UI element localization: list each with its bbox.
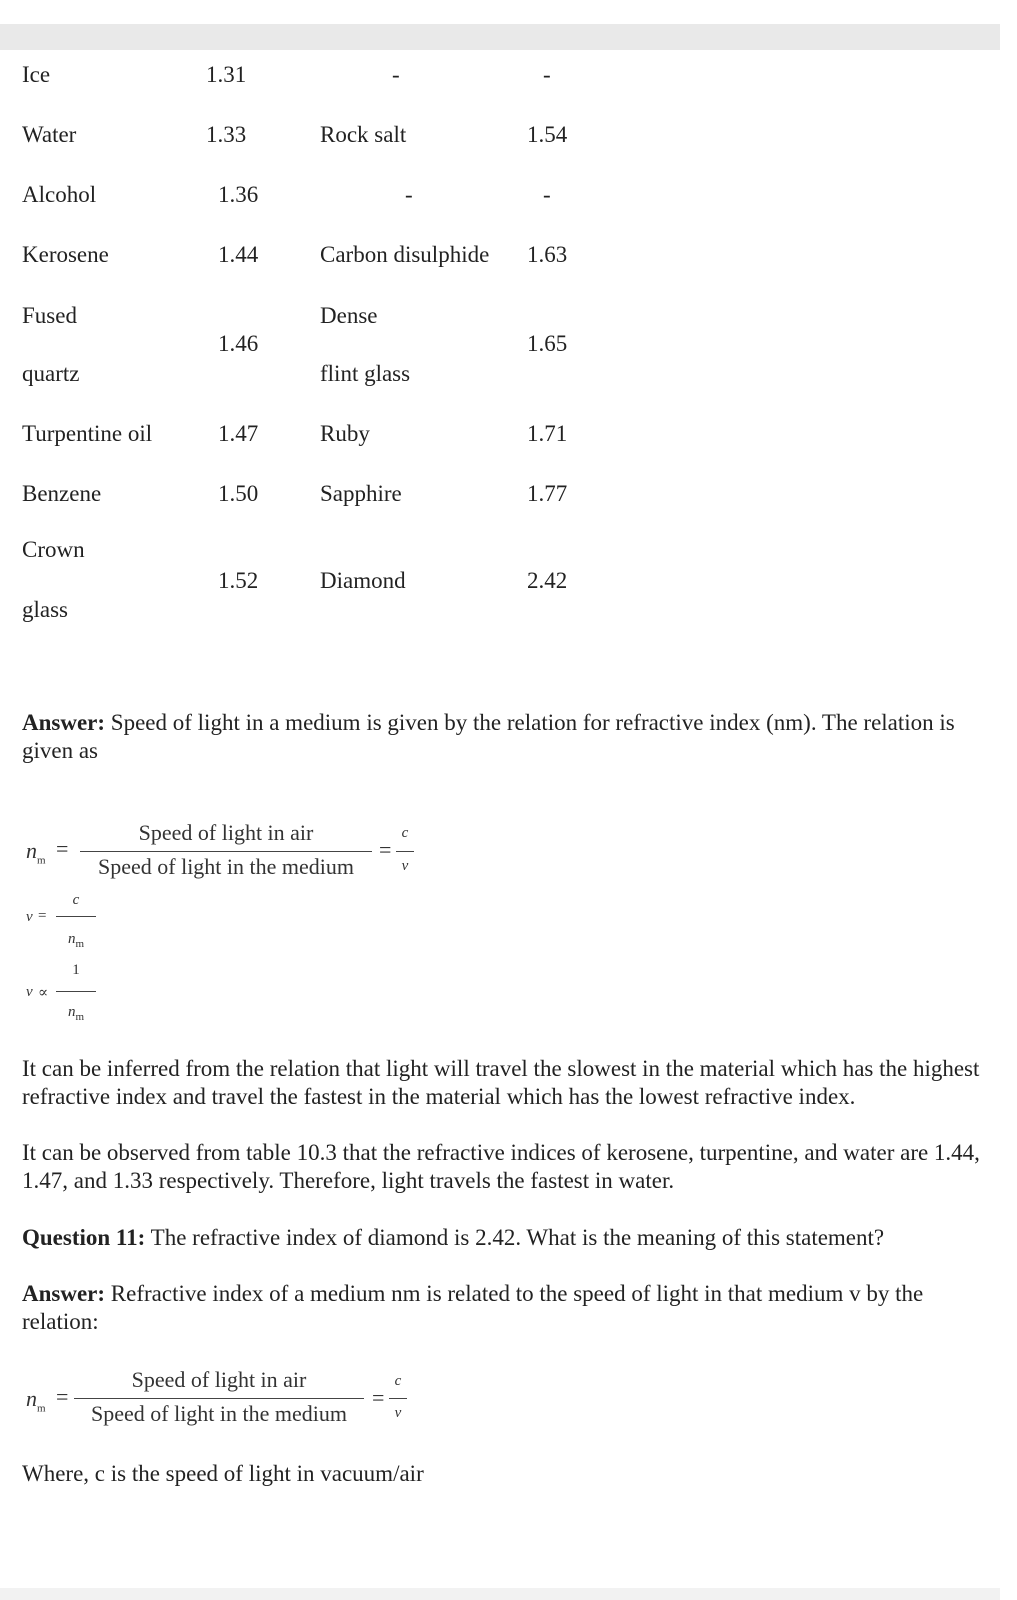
formula-equals: = <box>56 836 69 861</box>
formula-c: c <box>72 892 80 908</box>
formula-n: $n_m$ <box>67 931 85 950</box>
question-text: The refractive index of diamond is 2.42. What is the meaning of this statement? <box>145 1225 885 1250</box>
answer-paragraph <box>22 709 992 765</box>
table-cell-index: - <box>543 182 551 207</box>
formula-c: c <box>401 825 409 841</box>
formula-equals: = <box>379 837 392 862</box>
table-cell-index: 1.77 <box>527 481 568 506</box>
formula-equals: = <box>56 1384 69 1409</box>
table-cell-index: 1.71 <box>527 421 568 446</box>
fraction-line <box>396 851 414 852</box>
formula-n: $n_m$ <box>67 1004 85 1023</box>
table-cell-material: quartz <box>22 361 80 386</box>
table-cell-material: Ice <box>22 62 51 87</box>
fraction-line <box>56 916 96 917</box>
answer-paragraph <box>22 1280 992 1336</box>
formula-v: v <box>26 984 33 1000</box>
table-cell-index: 1.63 <box>527 242 568 267</box>
proportional-symbol: ∝ <box>38 985 49 1001</box>
fraction-line <box>74 1398 364 1399</box>
bottom-bar <box>0 1588 1000 1600</box>
table-cell-index: 1.52 <box>218 568 259 593</box>
formula-equals: = <box>372 1385 385 1410</box>
answer-text: Speed of light in a medium is given by the relation for refractive index (nm). The relation is given as <box>22 710 955 763</box>
table-cell-material: - <box>405 182 413 207</box>
fraction-line <box>56 991 96 992</box>
formula-numerator: Speed of light in air <box>131 1367 307 1392</box>
table-cell-material: flint glass <box>320 361 411 386</box>
formula-n: $n_m$ <box>26 838 46 867</box>
table-cell-material: Rock salt <box>320 122 407 147</box>
table-cell-index: 2.42 <box>527 568 568 593</box>
formula-n: $n_m$ <box>26 1386 46 1415</box>
table-cell-material: Dense <box>320 303 378 328</box>
table-cell-index: 1.33 <box>206 122 247 147</box>
formula-denominator: Speed of light in the medium <box>97 854 355 879</box>
table-cell-material: Turpentine oil <box>22 421 153 446</box>
fraction-line <box>389 1398 407 1399</box>
table-cell-index: 1.65 <box>527 331 568 356</box>
table-cell-index: 1.44 <box>218 242 259 267</box>
table-cell-material: Diamond <box>320 568 406 593</box>
formula-numerator: Speed of light in air <box>138 820 314 845</box>
table-cell-material: Sapphire <box>320 481 402 506</box>
table-cell-index: 1.36 <box>218 182 259 207</box>
table-cell-material: glass <box>22 597 68 622</box>
answer-label: Answer: <box>22 1281 106 1306</box>
table-cell-index: 1.54 <box>527 122 568 147</box>
observation-paragraph: It can be observed from table 10.3 that the refractive indices of kerosene, turpentine, and water are 1.44, 1.47, and 1.33 respectively. Therefore, light travels the fastest in water. <box>22 1140 980 1193</box>
table-cell-material: Kerosene <box>22 242 109 267</box>
table-cell-index: 1.50 <box>218 481 259 506</box>
formula-v: v <box>401 858 409 874</box>
formula-v: v <box>26 909 33 925</box>
table-cell-index: 1.47 <box>218 421 259 446</box>
formula-c: c <box>394 1373 402 1389</box>
table-cell-material: - <box>392 62 400 87</box>
table-cell-material: Fused <box>22 303 77 328</box>
answer-label: Answer: <box>22 710 106 735</box>
formula-equals: = <box>38 908 47 924</box>
formula-v: v <box>394 1405 402 1421</box>
table-cell-index: 1.31 <box>206 62 247 87</box>
table-cell-material: Alcohol <box>22 182 97 207</box>
where-paragraph: Where, c is the speed of light in vacuum/air <box>22 1461 424 1486</box>
question-label: Question 11: <box>22 1225 146 1250</box>
inference-paragraph: It can be inferred from the relation that light will travel the slowest in the material which has the highest refractive index and travel the fastest in the material which has the lowest refractive index. <box>22 1056 980 1109</box>
formula-denominator: Speed of light in the medium <box>90 1401 348 1426</box>
table-cell-material: Carbon disulphide <box>320 242 490 267</box>
fraction-line <box>80 851 372 852</box>
table-cell-material: Crown <box>22 537 85 562</box>
table-cell-material: Benzene <box>22 481 102 506</box>
top-bar <box>0 24 1000 50</box>
table-cell-index: - <box>543 62 551 87</box>
answer-text: Refractive index of a medium nm is related to the speed of light in that medium v by the relation: <box>22 1281 924 1334</box>
question-paragraph <box>22 1224 992 1252</box>
table-cell-material: Ruby <box>320 421 370 446</box>
formula-one: 1 <box>72 962 80 978</box>
table-cell-material: Water <box>22 122 77 147</box>
table-cell-index: 1.46 <box>218 331 259 356</box>
